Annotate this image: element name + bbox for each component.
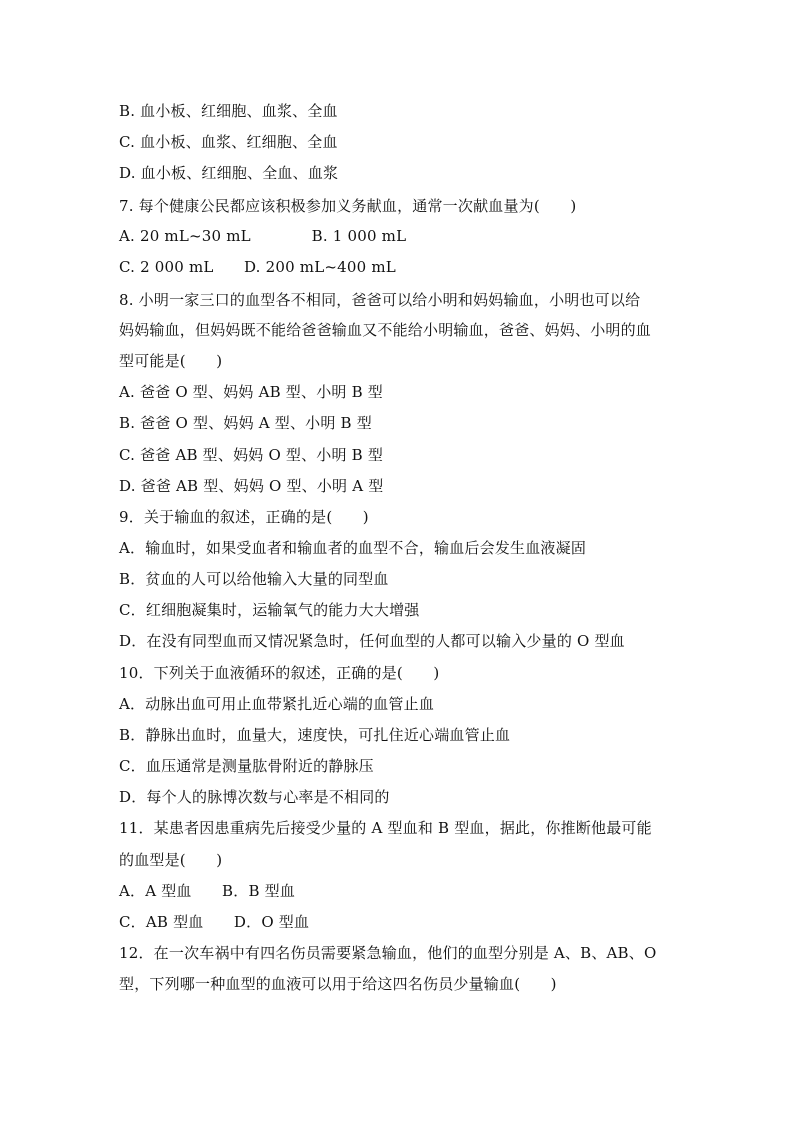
question-8-cont: 型可能是( ) [119,352,223,370]
question-11: 11．某患者因患重病先后接受少量的 A 型血和 B 型血，据此，你推断他最可能 [119,819,652,837]
option-line: C. 血小板、血浆、红细胞、全血 [119,133,338,151]
option-line: D. 爸爸 AB 型、妈妈 O 型、小明 A 型 [119,477,384,495]
option-line: C. 2 000 mL D. 200 mL~400 mL [119,258,396,276]
option-line: A. 爸爸 O 型、妈妈 AB 型、小明 B 型 [119,383,383,401]
option-line: C．红细胞凝集时，运输氧气的能力大大增强 [119,601,420,619]
question-10: 10．下列关于血液循环的叙述，正确的是( ) [119,664,440,682]
option-line: C．AB 型血 D．O 型血 [119,913,310,931]
question-7: 7. 每个健康公民都应该积极参加义务献血，通常一次献血量为( ) [119,197,577,215]
question-11-cont: 的血型是( ) [119,851,223,869]
option-line: D. 血小板、红细胞、全血、血浆 [119,164,339,182]
option-line: C. 爸爸 AB 型、妈妈 O 型、小明 B 型 [119,446,384,464]
question-8-cont: 妈妈输血，但妈妈既不能给爸爸输血又不能给小明输血，爸爸、妈妈、小明的血 [119,321,652,339]
option-line: B. 血小板、红细胞、血浆、全血 [119,102,338,120]
question-9: 9．关于输血的叙述，正确的是( ) [119,508,369,526]
option-line: A．输血时，如果受血者和输血者的血型不合，输血后会发生血液凝固 [119,539,587,557]
question-12: 12．在一次车祸中有四名伤员需要紧急输血，他们的血型分别是 A、B、AB、O [119,944,657,962]
option-line: D．在没有同型血而又情况紧急时，任何血型的人都可以输入少量的 O 型血 [119,632,625,650]
option-line: D．每个人的脉博次数与心率是不相同的 [119,788,390,806]
option-line: B．贫血的人可以给他输入大量的同型血 [119,570,389,588]
question-12-cont: 型，下列哪一种血型的血液可以用于给这四名伤员少量输血( ) [119,975,557,993]
option-line: C．血压通常是测量肱骨附近的静脉压 [119,757,374,775]
option-line: B. 爸爸 O 型、妈妈 A 型、小明 B 型 [119,414,372,432]
option-line: A．动脉出血可用止血带紧扎近心端的血管止血 [119,695,435,713]
option-line: B．静脉出血时，血量大，速度快，可扎住近心端血管止血 [119,726,511,744]
option-line: A. 20 mL~30 mL B. 1 000 mL [119,227,407,245]
question-8: 8. 小明一家三口的血型各不相同，爸爸可以给小明和妈妈输血，小明也可以给 [119,291,641,309]
option-line: A．A 型血 B．B 型血 [119,882,296,900]
